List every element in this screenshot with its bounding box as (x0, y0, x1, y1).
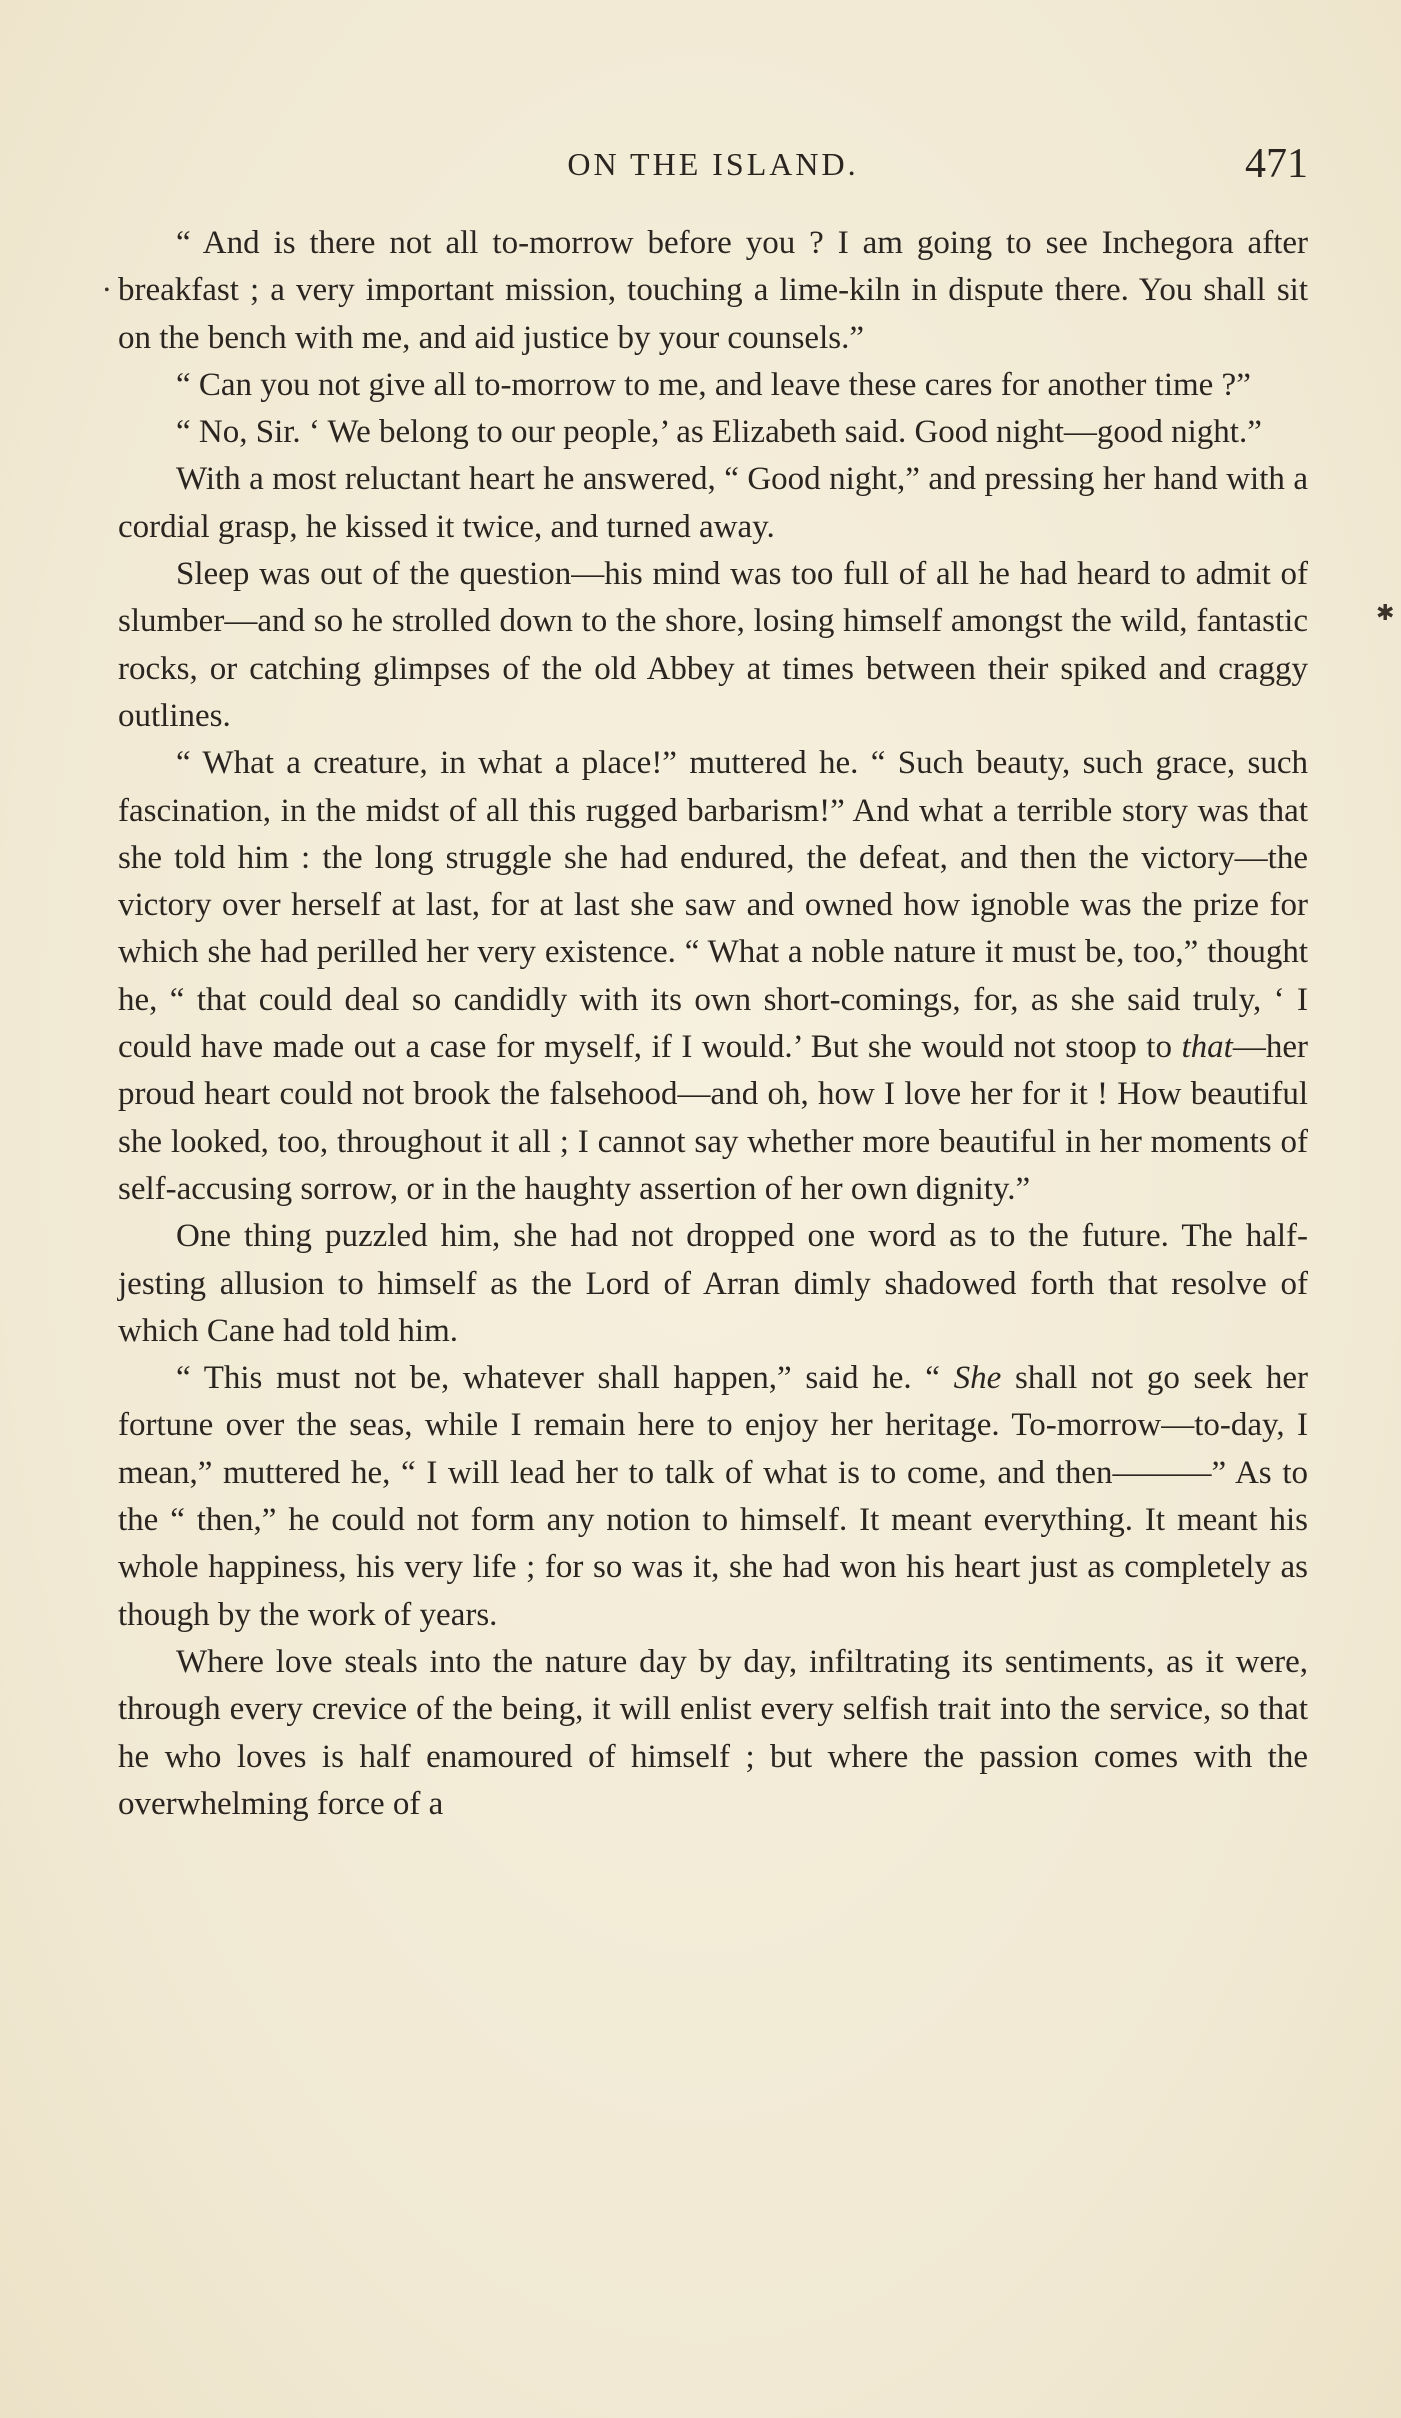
paragraph-4: With a most reluctant heart he answered, “ Good night,” and pressing her hand with a cordial grasp, he kissed it twice, and turned away. (118, 461, 1308, 545)
paragraph-8-text-after: shall not go seek her fortune over the seas, while I remain here to enjoy her heritage. To-morrow—to-day, I mean,” muttered he, “ I will lead her to talk of what is to come, and then———” As to the “ then,” he could not form any notion to himself. It meant everything. It meant his whole happiness, his very life ; for so was it, she had won his heart just as completely as though by the work of years. (118, 1360, 1308, 1633)
paragraph-3: “ No, Sir. ‘ We belong to our people,’ as Elizabeth said. Good night—good night.” (176, 414, 1262, 451)
body-text (118, 220, 1308, 1828)
paragraph-8-text-before: “ This must not be, whatever shall happen,” said he. “ (176, 1360, 954, 1397)
paragraph-2: “ Can you not give all to-morrow to me, and leave these cares for another time ?” (176, 366, 1251, 403)
running-head (118, 140, 1308, 190)
paragraph-6 (118, 740, 1308, 1213)
margin-dot-mark: • (104, 282, 110, 299)
paragraph-6-text-before: “ What a creature, in what a place!” muttered he. “ Such beauty, such grace, such fascination, in the midst of all this rugged barbarism!” And what a terrible story was that she told him : the long struggle she had endured, the defeat, and then the victory—the victory over herself at last, for at last she saw and owned how ignoble was the prize for which she had perilled her very existence. “ What a noble nature it must be, too,” thought he, “ that could deal so candidly with its own short-comings, for, as she said truly, ‘ I could have made out a case for myself, if I would.’ But she would not stoop to (118, 745, 1308, 1066)
paragraph-8 (118, 1355, 1308, 1639)
page-number: 471 (1245, 141, 1308, 187)
paragraph-6-text-after: —her proud heart could not brook the falsehood—and oh, how I love her for it ! How beautiful she looked, too, throughout it all ; I cannot say whether more beautiful in her moments of self-accusing sorrow, or in the haughty assertion of her own dignity.” (118, 1029, 1308, 1207)
paragraph-1: “ And is there not all to-morrow before you ? I am going to see Inchegora after breakfast ; a very important mission, touching a lime-kiln in dispute there. You shall sit on the bench with me, and aid justice by your counsels.” (118, 225, 1308, 356)
running-title: ON THE ISLAND. (567, 146, 859, 182)
margin-asterisk-mark: ✱ (1376, 600, 1395, 625)
paragraph-7: One thing puzzled him, she had not dropped one word as to the future. The half-jesting allusion to himself as the Lord of Arran dimly shadowed forth that resolve of which Cane had told him. (118, 1218, 1308, 1349)
paragraph-8-emphasis: She (953, 1360, 1002, 1397)
paragraph-5: Sleep was out of the question—his mind was too full of all he had heard to admit of slumber—and so he strolled down to the shore, losing himself amongst the wild, fantastic rocks, or catching glimpses of the old Abbey at times between their spiked and craggy outlines. (118, 556, 1308, 734)
paragraph-9: Where love steals into the nature day by day, infiltrating its sentiments, as it were, through every crevice of the being, it will enlist every selfish trait into the service, so that he who loves is half enamoured of himself ; but where the passion comes with the overwhelming force of a (118, 1643, 1308, 1822)
paragraph-6-emphasis: that (1181, 1029, 1233, 1066)
